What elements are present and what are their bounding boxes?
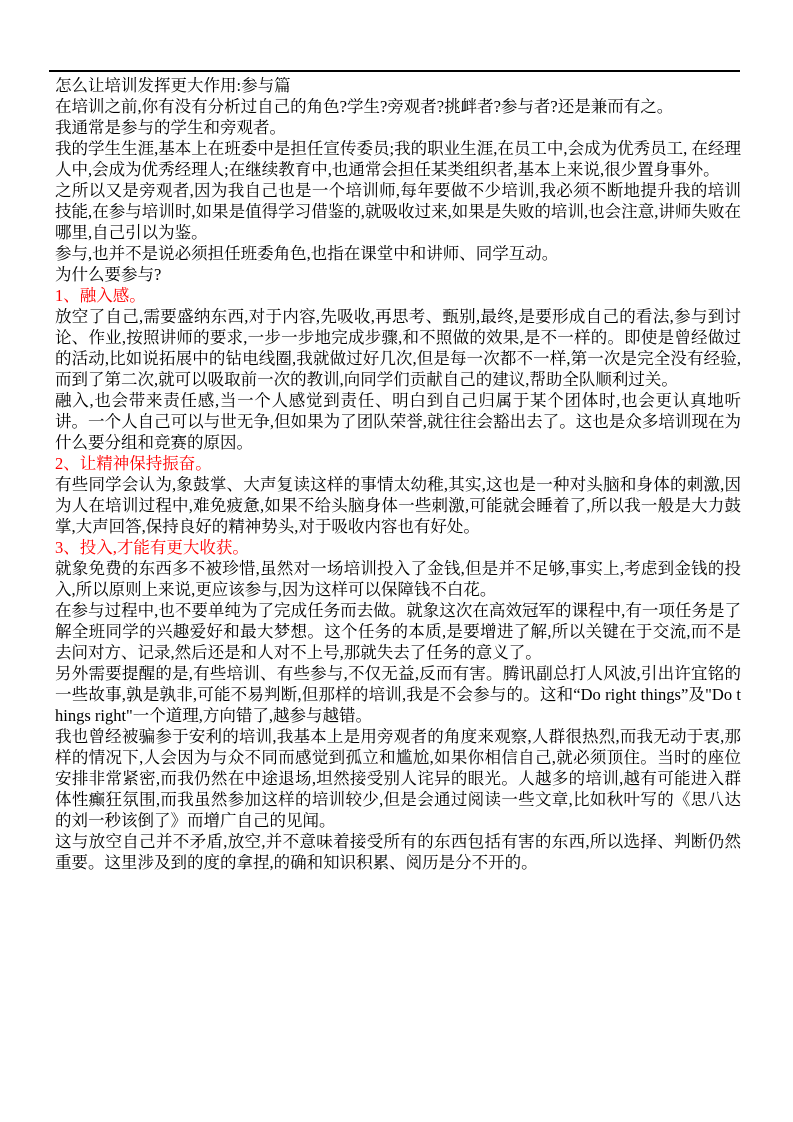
paragraph: 为什么要参与? xyxy=(55,265,162,284)
section-heading-2: 2、让精神保持振奋。 xyxy=(55,454,212,473)
paragraph: 我的学生生涯,基本上在班委中是担任宣传委员;我的职业生涯,在员工中,会成为优秀员工, 在经理人中,会成为优秀经理人;在继续教育中,也通常会担任某类组织者,基本上来说,很少置身事外。 xyxy=(55,139,741,179)
paragraph: 我通常是参与的学生和旁观者。 xyxy=(55,118,286,137)
paragraph: 放空了自己,需要盛纳东西,对于内容,先吸收,再思考、甄别,最终,是要形成自己的看法,参与到讨论、作业,按照讲师的要求,一步一步地完成步骤,和不照做的效果,是不一样的。即使是曾经做过的活动,比如说拓展中的钻电线圈,我就做过好几次,但是每一次都不一样,第一次是完全没有经验,而到了第二次,就可以吸取前一次的教训,向同学们贡献自己的建议,帮助全队顺利过关。 xyxy=(55,307,742,389)
document-title: 怎么让培训发挥更大作用:参与篇 xyxy=(55,76,291,95)
paragraph: 在培训之前,你有没有分析过自己的角色?学生?旁观者?挑衅者?参与者?还是兼而有之。 xyxy=(55,97,674,116)
section-heading-1: 1、融入感。 xyxy=(55,286,146,305)
paragraph: 就象免费的东西多不被珍惜,虽然对一场培训投入了金钱,但是并不足够,事实上,考虑到金钱的投入,所以原则上来说,更应该参与,因为这样可以保障钱不白花。 xyxy=(55,559,741,599)
paragraph: 之所以又是旁观者,因为我自己也是一个培训师,每年要做不少培训,我必须不断地提升我的培训技能,在参与培训时,如果是值得学习借鉴的,就吸收过来,如果是失败的培训,也会注意,讲师失败在哪里,自己引以为鉴。 xyxy=(55,181,741,242)
paragraph: 有些同学会认为,象鼓掌、大声复读这样的事情太幼稚,其实,这也是一种对头脑和身体的刺激,因为人在培训过程中,难免疲惫,如果不给头脑身体一些刺激,可能就会睡着了,所以我一般是大力鼓掌,大声回答,保持良好的精神势头,对于吸收内容也有好处。 xyxy=(55,475,741,536)
paragraph: 融入,也会带来责任感,当一个人感觉到责任、明白到自己归属于某个团体时,也会更认真地听讲。一个人自己可以与世无争,但如果为了团队荣誉,就往往会豁出去了。这也是众多培训现在为什么要分组和竞赛的原因。 xyxy=(55,391,741,452)
section-heading-3: 3、投入,才能有更大收获。 xyxy=(55,538,249,557)
paragraph: 另外需要提醒的是,有些培训、有些参与,不仅无益,反而有害。腾讯副总打人风波,引出许宜铭的一些故事,孰是孰非,可能不易判断,但那样的培训,我是不会参与的。这和“Do right things”及"Do things right"一个道理,方向错了,越参与越错。 xyxy=(55,664,741,725)
document-body xyxy=(55,75,741,873)
paragraph: 参与,也并不是说必须担任班委角色,也指在课堂中和讲师、同学互动。 xyxy=(55,244,559,263)
paragraph: 在参与过程中,也不要单纯为了完成任务而去做。就象这次在高效冠军的课程中,有一项任务是了解全班同学的兴趣爱好和最大梦想。这个任务的本质,是要增进了解,所以关键在于交流,而不是去问对方、记录,然后还是和人对不上号,那就失去了任务的意义了。 xyxy=(55,601,741,662)
paragraph: 我也曾经被骗参于安利的培训,我基本上是用旁观者的角度来观察,人群很热烈,而我无动于衷,那样的情况下,人会因为与众不同而感觉到孤立和尴尬,如果你相信自己,就必须顶住。当时的座位安排非常紧密,而我仍然在中途退场,坦然接受别人诧异的眼光。人越多的培训,越有可能进入群体性癫狂氛围,而我虽然参加这样的培训较少,但是会通过阅读一些文章,比如秋叶写的《思八达的刘一秒该倒了》而增广自己的见闻。 xyxy=(55,727,741,830)
header-divider-line xyxy=(49,70,740,72)
paragraph: 这与放空自己并不矛盾,放空,并不意味着接受所有的东西包括有害的东西,所以选择、判断仍然重要。这里涉及到的度的拿捏,的确和知识积累、阅历是分不开的。 xyxy=(55,832,741,872)
